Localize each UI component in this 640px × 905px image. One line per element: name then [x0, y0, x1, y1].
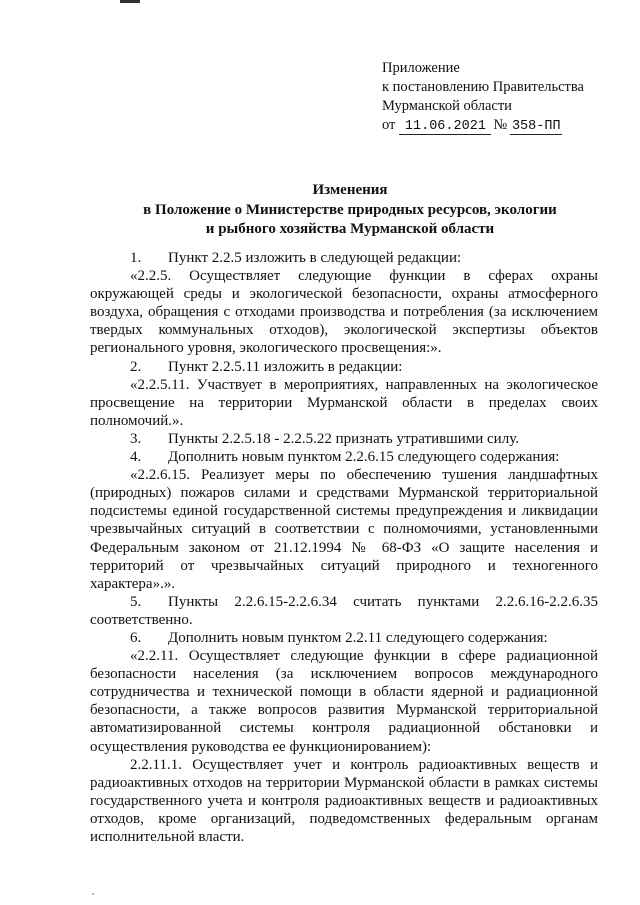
- paragraph-text: Дополнить новым пунктом 2.2.11 следующего содержания:: [168, 629, 548, 646]
- paragraph: [90, 593, 598, 629]
- scan-mark: [120, 0, 140, 3]
- paragraph: «2.2.5.11. Участвует в мероприятиях, направленных на экологическое просвещение на территории Мурманской области в пределах своих полномочий.».: [90, 376, 598, 429]
- item-number: 2.: [130, 358, 142, 375]
- document-title: [90, 181, 610, 240]
- number-label: №: [493, 117, 508, 133]
- item-number: 5.: [130, 593, 142, 610]
- item-number: 6.: [130, 629, 142, 646]
- paragraph-text: Пункты 2.2.5.18 - 2.2.5.22 признать утратившими силу.: [168, 430, 519, 447]
- document-number: 358-ПП: [511, 119, 561, 134]
- item-number: 3.: [130, 430, 142, 447]
- item-number: 1.: [130, 250, 142, 266]
- paragraph: «2.2.11. Осуществляет следующие функции в сфере радиационной безопасности населения (за исключением вопросов международного сотрудничества и технической помощи в области ядерной и радиационной безопасности, а также вопросов развития Мурманской территориальной автоматизированной системы контроля радиационной обстановки и осуществления руководства ее функционированием):: [90, 648, 598, 755]
- document-date: 11.06.2021: [399, 119, 491, 135]
- appendix-line-1: Приложение: [382, 60, 460, 76]
- paragraph-text: Пункт 2.2.5.11 изложить в редакции:: [168, 358, 403, 375]
- paragraph: 2.2.11.1. Осуществляет учет и контроль радиоактивных веществ и радиоактивных отходов на территории Мурманской области в рамках системы государственного учета и контроля радиоактивных веществ и радиоактивных отходов, кроме организаций, подведомственных федеральным органам исполнительной власти.: [90, 756, 598, 845]
- paragraph: [90, 448, 598, 466]
- document-body: [90, 249, 598, 846]
- paragraph: [90, 430, 598, 448]
- title-line-2: в Положение о Министерстве природных ресурсов, экологии: [143, 201, 557, 218]
- title-line-3: и рыбного хозяйства Мурманской области: [205, 221, 495, 237]
- appendix-line-3: Мурманской области: [382, 98, 512, 114]
- scan-speck: [92, 893, 94, 895]
- paragraph: «2.2.6.15. Реализует меры по обеспечению тушения ландшафтных (природных) пожаров силами и средствами Мурманской территориальной подсистемы единой государственной системы предупреждения и ликвидации чрезвычайных ситуаций в соответствии с полномочиями, установленными Федеральным законом от 21.12.1994 № 68-ФЗ «О защите населения и территорий от чрезвычайных ситуаций природного и техногенного характера».».: [90, 467, 598, 592]
- appendix-block: [382, 59, 622, 135]
- paragraph-text: Пункт 2.2.5 изложить в следующей редакции:: [168, 250, 462, 266]
- item-number: 4.: [130, 449, 142, 466]
- paragraph: [90, 249, 598, 267]
- appendix-line-2: к постановлению Правительства: [382, 79, 584, 95]
- paragraph: «2.2.5. Осуществляет следующие функции в сферах охраны окружающей среды и экологической безопасности, охраны атмосферного воздуха, обращения с отходами производства и потребления (за исключением твердых коммунальных отходов), экологической экспертизы объектов регионального уровня, экологического просвещения:».: [90, 268, 598, 357]
- paragraph-text: Дополнить новым пунктом 2.2.6.15 следующего содержания:: [168, 449, 560, 466]
- title-line-1: Изменения: [312, 182, 388, 198]
- paragraph: [90, 358, 598, 376]
- paragraph: [90, 629, 598, 647]
- paragraph-text: Пункты 2.2.6.15-2.2.6.34 считать пунктами 2.2.6.16-2.2.6.35 соответственно.: [90, 593, 598, 628]
- from-label: от: [382, 117, 396, 133]
- appendix-date-row: [382, 116, 622, 135]
